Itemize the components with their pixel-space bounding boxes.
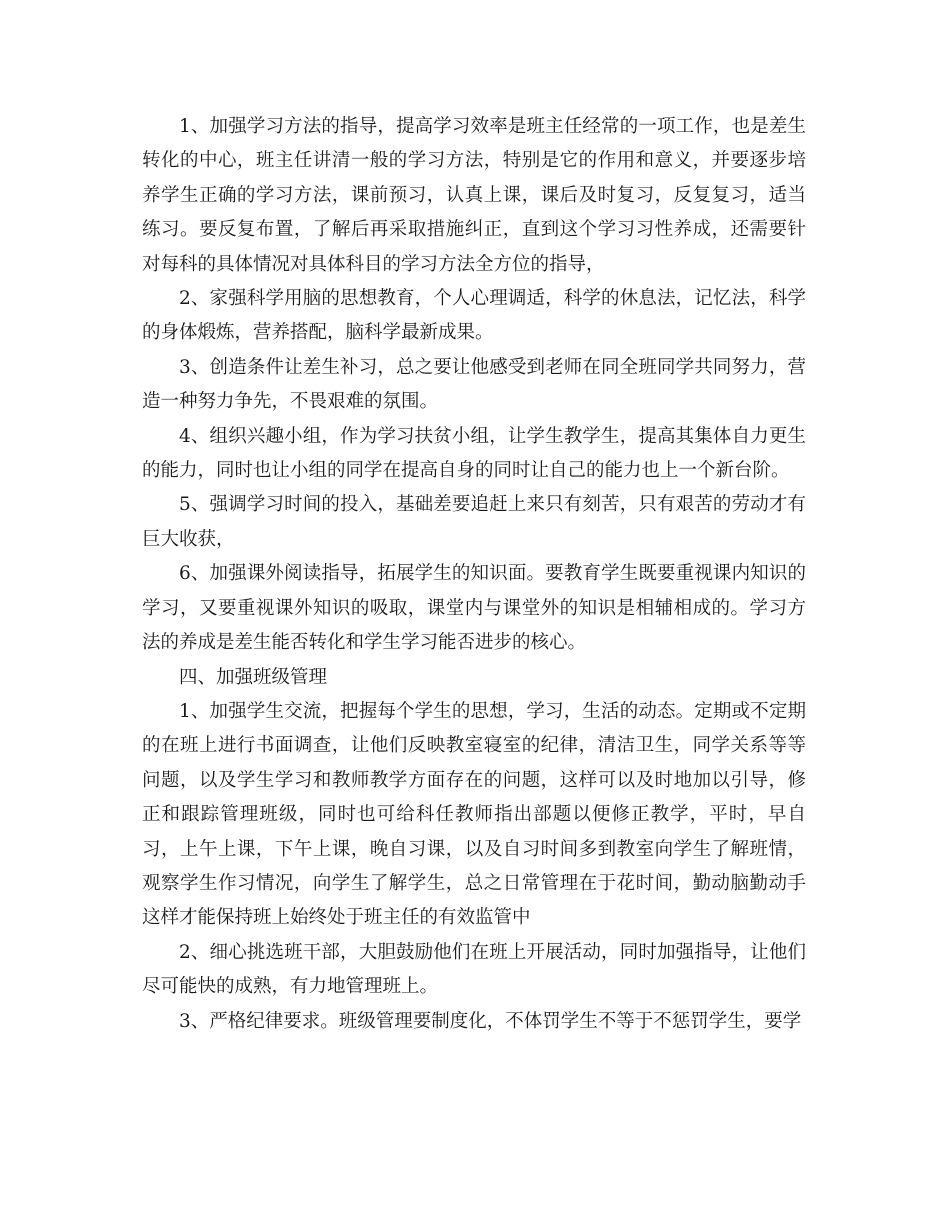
section-heading-class-management: 四、加强班级管理 [179, 666, 328, 688]
paragraph-scientific-brain-use: 2、家强科学用脑的思想教育，个人心理调适，科学的休息法，记忆法，科学的身体煅炼，营养搭配，脑科学最新成果。 [142, 288, 806, 344]
paragraph-study-time: 5、强调学习时间的投入，基础差要追赶上来只有刻苦，只有艰苦的劳动才有巨大收获， [142, 494, 806, 550]
paragraph-remedial-tutoring: 3、创造条件让差生补习，总之要让他感受到老师在同全班同学共同努力，营造一种努力争先，不畏艰难的氛围。 [142, 356, 806, 413]
paragraph-study-method-guidance: 1、加强学习方法的指导，提高学习效率是班主任经常的一项工作，也是差生转化的中心，班主任讲清一般的学习方法，特别是它的作用和意义，并要逐步培养学生正确的学习方法，课前预习，认真上课，课后及时复习，反复复习，适当练习。要反复布置，了解后再采取措施纠正，直到这个学习习性养成，还需要针对每科的具体情况对具体科目的学习方法全方位的指导， [142, 116, 806, 275]
document-body [142, 110, 806, 1039]
paragraph-class-cadres: 2、细心挑选班干部，大胆鼓励他们在班上开展活动，同时加强指导，让他们尽可能快的成熟，有力地管理班上。 [142, 941, 806, 998]
paragraph-extracurricular-reading: 6、加强课外阅读指导，拓展学生的知识面。要教育学生既要重视课内知识的学习，又要重视课外知识的吸取，课堂内与课堂外的知识是相辅相成的。学习方法的养成是差生能否转化和学生学习能否进步的核心。 [142, 563, 806, 654]
paragraph-student-communication: 1、加强学生交流，把握每个学生的思想，学习，生活的动态。定期或不定期的在班上进行书面调查，让他们反映教室寝室的纪律，清洁卫生，同学关系等等问题，以及学生学习和教师教学方面存在的问题，这样可以及时地加以引导，修正和跟踪管理班级，同时也可给科任教师指出部题以便修正教学，平时，早自习，上午上课，下午上课，晚自习课，以及自习时间多到教室向学生了解班情，观察学生作习情况，向学生了解学生，总之日常管理在于花时间，勤动脑勤动手这样才能保持班上始终处于班主任的有效监管中 [142, 700, 806, 929]
paragraph-interest-groups: 4、组织兴趣小组，作为学习扶贫小组，让学生教学生，提高其集体自力更生的能力，同时也让小组的同学在提高自身的同时让自己的能力也上一个新台阶。 [142, 425, 806, 482]
paragraph-discipline: 3、严格纪律要求。班级管理要制度化，不体罚学生不等于不惩罚学生，要学 [179, 1010, 802, 1032]
